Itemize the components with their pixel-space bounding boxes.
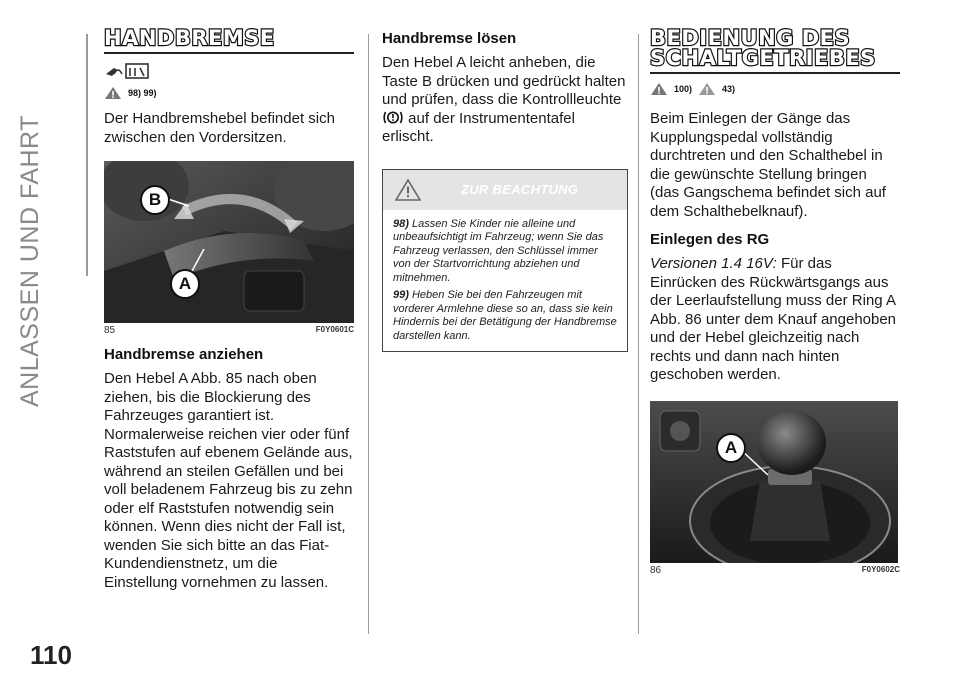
reference-numbers: 98) 99) — [128, 88, 157, 98]
figure-number: 86 — [650, 564, 662, 576]
paragraph-reverse — [650, 255, 900, 385]
symbol-row — [104, 60, 354, 84]
warning-item-text: Lassen Sie Kinder nie alleine und unbeaufsichtigt im Fahrzeug; wenn Sie das Fahrzeug verlassen, den Schlüssel immer von der Startvorrichtung abziehen und mitnehmen. — [393, 217, 604, 284]
side-rule — [86, 34, 88, 276]
page-number: 110 — [30, 640, 72, 670]
warning-box — [382, 169, 628, 353]
column-gearbox — [650, 28, 900, 576]
column-handbrake — [104, 28, 354, 592]
figure-caption — [650, 565, 900, 576]
warning-item-number: 98) — [393, 217, 409, 230]
callout-a: A — [170, 269, 200, 299]
warning-triangle-icon — [395, 179, 421, 201]
gear-shift-photo — [650, 401, 898, 563]
callout-b: B — [140, 185, 170, 215]
paragraph-loesen-part2: auf der Instrumententafel erlischt. — [382, 109, 575, 145]
paragraph-loesen-part1: Den Hebel A leicht anheben, die Taste B drücken und gedrückt halten und prüfen, dass die Kontrollleuchte — [382, 54, 626, 108]
intro-text: Der Handbremshebel befindet sich zwischen den Vordersitzen. — [104, 110, 335, 146]
warning-item-number: 99) — [393, 289, 409, 301]
reference-number: 43) — [722, 84, 736, 94]
section-heading-line1: BEDIENUNG DES — [650, 26, 851, 50]
manual-reference-icon — [104, 60, 152, 82]
figure-code: F0Y0601C — [315, 325, 354, 334]
side-section-title: ANLASSEN UND FAHRT — [16, 115, 44, 407]
heading-rule — [650, 72, 900, 74]
reference-line — [104, 86, 354, 100]
versions-label: Versionen 1.4 16V: — [650, 255, 777, 272]
brake-warning-light-icon — [382, 110, 404, 125]
subhead-einlegen-rg: Einlegen des RG — [650, 231, 770, 248]
handbrake-photo — [104, 161, 354, 323]
warning-item-text: Heben Sie bei den Fahrzeugen mit vorderer Armlehne diese so an, dass sie kein Hindernis bei der Betätigung der Handbremse darstellen kann. — [393, 289, 617, 342]
caution-triangle-icon — [698, 82, 716, 96]
figure-code: F0Y0602C — [861, 564, 900, 574]
figure-caption — [104, 325, 354, 336]
column-divider — [368, 34, 369, 634]
paragraph-loesen — [382, 54, 628, 147]
column-divider — [638, 34, 639, 634]
warning-item — [393, 218, 617, 286]
subhead-handbremse-anziehen: Handbremse anziehen — [104, 346, 264, 363]
heading-rule — [104, 52, 354, 54]
warning-content — [383, 210, 627, 352]
section-heading-handbremse: HANDBREMSE — [104, 26, 275, 50]
section-heading-line2: SCHALTGETRIEBES — [650, 46, 876, 70]
warning-title: ZUR BEACHTUNG — [461, 181, 579, 197]
reference-line — [650, 82, 900, 96]
paragraph-anziehen: Den Hebel A Abb. 85 nach oben ziehen, bis die Blockierung des Fahrzeuges garantiert ist. Normalerweise reichen vier oder fünf Raststufen auf ebenem Gelände aus, während an steilen Gefällen und bei voll beladenem Fahrzeug bis zu zehn oder elf Raststufen notwendig sein können. Wenn dies nicht der Fall ist, wenden Sie sich bitte an das Fiat-Kundendienstnetz, um die Einstellung vornehmen zu lassen. — [104, 370, 353, 591]
warning-item — [393, 289, 617, 343]
figure-85-image — [104, 161, 354, 323]
reverse-text: Für das Einrücken des Rückwärtsgangs aus der Leerlaufstellung muss der Ring A Abb. 86 unter dem Knauf angehoben und der Hebel gleichzeitig nach rechts und dann nach hinten geschoben werden. — [650, 255, 897, 383]
figure-86-image — [650, 401, 898, 563]
paragraph-gears: Beim Einlegen der Gänge das Kupplungspedal vollständig durchtreten und den Schalthebel in die gewünschte Stellung bringen (das Gangschema befindet sich auf dem Schalthebelknauf). — [650, 110, 886, 220]
figure-number: 85 — [104, 325, 116, 336]
reference-number: 100) — [674, 84, 693, 94]
warning-triangle-icon — [104, 86, 122, 100]
column-release — [382, 28, 628, 352]
callout-a: A — [716, 433, 746, 463]
warning-triangle-icon — [650, 82, 668, 96]
subhead-handbremse-loesen: Handbremse lösen — [382, 30, 517, 47]
warning-header — [383, 170, 627, 210]
